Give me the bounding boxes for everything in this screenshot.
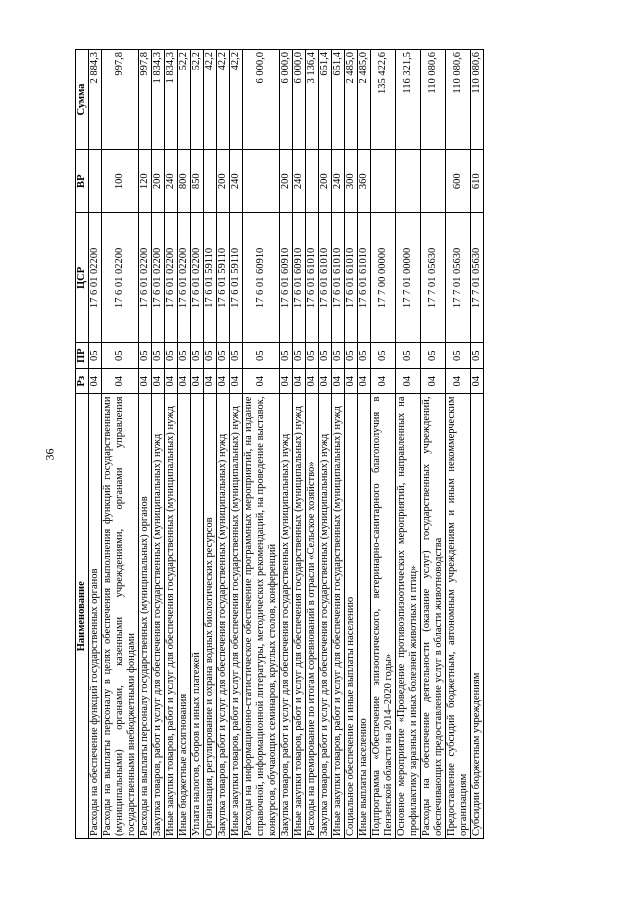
- cell-name: Уплата налогов, сборов и иных платежей: [191, 394, 204, 839]
- table-row: [89, 50, 102, 839]
- header-pr: ПР: [76, 343, 89, 369]
- cell-pr: 05: [178, 343, 191, 369]
- cell-pr: 05: [358, 343, 371, 369]
- cell-csr: 17 6 01 60910: [293, 213, 306, 343]
- cell-sum: 651,4: [319, 50, 332, 150]
- cell-csr: 17 6 01 60910: [280, 213, 293, 343]
- cell-rz: 04: [102, 368, 139, 394]
- cell-sum: 1 834,3: [152, 50, 165, 150]
- page-number: 36: [42, 448, 57, 461]
- table-row: [165, 50, 178, 839]
- table-row: [139, 50, 152, 839]
- cell-csr: 17 6 01 61010: [306, 213, 319, 343]
- cell-name: Подпрограмма «Обеспечение эпизоотического, ветеринарно-санитарного благополучия в Пензенской области на 2014–2020 годы»: [371, 394, 396, 839]
- cell-csr: 17 7 01 05630: [446, 213, 471, 343]
- cell-vr: 200: [319, 150, 332, 213]
- cell-rz: 04: [178, 368, 191, 394]
- cell-name: Расходы на обеспечение деятельности (оказание услуг) государственных учреждений, обеспечивающих предоставление услуг в области животноводства: [421, 394, 446, 839]
- cell-vr: 600: [446, 150, 471, 213]
- cell-name: Иные закупки товаров, работ и услуг для обеспечения государственных (муниципальных) нужд: [165, 394, 178, 839]
- cell-pr: 05: [243, 343, 280, 369]
- cell-vr: [204, 150, 217, 213]
- cell-vr: 800: [178, 150, 191, 213]
- cell-pr: 05: [139, 343, 152, 369]
- cell-csr: 17 6 01 61010: [319, 213, 332, 343]
- cell-vr: [371, 150, 396, 213]
- cell-name: Организация, регулирование и охрана водных биологических ресурсов: [204, 394, 217, 839]
- cell-rz: 04: [471, 368, 484, 394]
- cell-csr: 17 6 01 59110: [217, 213, 230, 343]
- cell-rz: 04: [358, 368, 371, 394]
- table-row: [446, 50, 471, 839]
- cell-name: Иные закупки товаров, работ и услуг для обеспечения государственных (муниципальных) нужд: [293, 394, 306, 839]
- cell-sum: 2 485,0: [345, 50, 358, 150]
- cell-sum: 2 884,3: [89, 50, 102, 150]
- cell-sum: 110 080,6: [421, 50, 446, 150]
- table-row: [471, 50, 484, 839]
- cell-pr: 05: [191, 343, 204, 369]
- cell-rz: 04: [396, 368, 421, 394]
- table-body: [89, 50, 484, 839]
- cell-sum: 997,8: [139, 50, 152, 150]
- table-row: [396, 50, 421, 839]
- table-row: [371, 50, 396, 839]
- table-row: [293, 50, 306, 839]
- table-row: [358, 50, 371, 839]
- cell-pr: 05: [204, 343, 217, 369]
- cell-rz: 04: [165, 368, 178, 394]
- cell-pr: 05: [471, 343, 484, 369]
- cell-name: Основное мероприятие «Проведение противоэпизоотических мероприятий, направленных на профилактику заразных и иных болезней животных и птиц»: [396, 394, 421, 839]
- cell-vr: 360: [358, 150, 371, 213]
- cell-csr: 17 6 01 02200: [165, 213, 178, 343]
- cell-rz: 04: [152, 368, 165, 394]
- cell-name: Расходы на выплаты персоналу государственных (муниципальных) органов: [139, 394, 152, 839]
- cell-vr: 240: [165, 150, 178, 213]
- cell-pr: 05: [319, 343, 332, 369]
- cell-vr: [89, 150, 102, 213]
- cell-pr: 05: [102, 343, 139, 369]
- cell-csr: 17 6 01 59110: [230, 213, 243, 343]
- cell-rz: 04: [446, 368, 471, 394]
- table-row: [152, 50, 165, 839]
- cell-sum: 42,2: [230, 50, 243, 150]
- cell-rz: 04: [217, 368, 230, 394]
- cell-vr: [243, 150, 280, 213]
- cell-sum: 52,2: [178, 50, 191, 150]
- cell-vr: [306, 150, 319, 213]
- table-row: [178, 50, 191, 839]
- table-row: [243, 50, 280, 839]
- cell-csr: 17 6 01 02200: [191, 213, 204, 343]
- cell-sum: 135 422,6: [371, 50, 396, 150]
- cell-name: Закупка товаров, работ и услуг для обеспечения государственных (муниципальных) нужд: [280, 394, 293, 839]
- cell-pr: 05: [371, 343, 396, 369]
- cell-name: Иные выплаты населению: [358, 394, 371, 839]
- cell-csr: 17 7 01 05630: [471, 213, 484, 343]
- cell-pr: 05: [165, 343, 178, 369]
- cell-name: Иные бюджетные ассигнования: [178, 394, 191, 839]
- cell-sum: 42,2: [204, 50, 217, 150]
- cell-rz: 04: [421, 368, 446, 394]
- cell-name: Закупка товаров, работ и услуг для обеспечения государственных (муниципальных) нужд: [319, 394, 332, 839]
- cell-csr: 17 6 01 02200: [102, 213, 139, 343]
- cell-name: Закупка товаров, работ и услуг для обеспечения государственных (муниципальных) нужд: [217, 394, 230, 839]
- cell-sum: 110 080,6: [446, 50, 471, 150]
- cell-name: Расходы на информационно-статистическое обеспечение программных мероприятий, на издание справочной, информационной литературы, методических рекомендаций, на проведение выставок, конкурсов, обучающих семинаров, круглых столов, конференций: [243, 394, 280, 839]
- cell-sum: 52,2: [191, 50, 204, 150]
- cell-name: Субсидии бюджетным учреждениям: [471, 394, 484, 839]
- cell-csr: 17 6 01 02200: [89, 213, 102, 343]
- cell-csr: 17 6 01 02200: [152, 213, 165, 343]
- cell-sum: 116 321,5: [396, 50, 421, 150]
- cell-sum: 42,2: [217, 50, 230, 150]
- cell-sum: 3 136,4: [306, 50, 319, 150]
- cell-vr: 200: [152, 150, 165, 213]
- cell-csr: 17 7 00 00000: [371, 213, 396, 343]
- cell-rz: 04: [230, 368, 243, 394]
- cell-vr: 120: [139, 150, 152, 213]
- table-row: [345, 50, 358, 839]
- table-row: [332, 50, 345, 839]
- cell-pr: 05: [152, 343, 165, 369]
- header-vr: ВР: [76, 150, 89, 213]
- header-csr: ЦСР: [76, 213, 89, 343]
- cell-csr: 17 6 01 02200: [139, 213, 152, 343]
- cell-rz: 04: [345, 368, 358, 394]
- table-header-row: [76, 50, 89, 839]
- cell-name: Иные закупки товаров, работ и услуг для обеспечения государственных (муниципальных) нужд: [332, 394, 345, 839]
- table-row: [319, 50, 332, 839]
- cell-pr: 05: [293, 343, 306, 369]
- cell-vr: [421, 150, 446, 213]
- cell-sum: 2 485,0: [358, 50, 371, 150]
- cell-pr: 05: [217, 343, 230, 369]
- table-row: [217, 50, 230, 839]
- cell-pr: 05: [280, 343, 293, 369]
- cell-rz: 04: [191, 368, 204, 394]
- cell-pr: 05: [332, 343, 345, 369]
- cell-name: Иные закупки товаров, работ и услуг для обеспечения государственных (муниципальных) нужд: [230, 394, 243, 839]
- cell-csr: 17 7 01 00000: [396, 213, 421, 343]
- cell-vr: 200: [280, 150, 293, 213]
- cell-rz: 04: [293, 368, 306, 394]
- header-rz: Рз: [76, 368, 89, 394]
- table-row: [102, 50, 139, 839]
- cell-rz: 04: [306, 368, 319, 394]
- cell-sum: 1 834,3: [165, 50, 178, 150]
- table-row: [306, 50, 319, 839]
- cell-name: Предоставление субсидий бюджетным, автономным учреждениям и иным некоммерческим организациям: [446, 394, 471, 839]
- table-row: [230, 50, 243, 839]
- header-sum: Сумма: [76, 50, 89, 150]
- cell-name: Закупка товаров, работ и услуг для обеспечения государственных (муниципальных) нужд: [152, 394, 165, 839]
- cell-sum: 110 080,6: [471, 50, 484, 150]
- cell-sum: 6 000,0: [293, 50, 306, 150]
- cell-sum: 651,4: [332, 50, 345, 150]
- table-row: [191, 50, 204, 839]
- cell-rz: 04: [204, 368, 217, 394]
- cell-pr: 05: [421, 343, 446, 369]
- cell-sum: 6 000,0: [280, 50, 293, 150]
- cell-pr: 05: [89, 343, 102, 369]
- cell-rz: 04: [243, 368, 280, 394]
- cell-vr: 240: [332, 150, 345, 213]
- cell-vr: 200: [217, 150, 230, 213]
- cell-csr: 17 6 01 61010: [332, 213, 345, 343]
- cell-rz: 04: [371, 368, 396, 394]
- cell-name: Социальное обеспечение и иные выплаты населению: [345, 394, 358, 839]
- cell-vr: 610: [471, 150, 484, 213]
- cell-sum: 6 000,0: [243, 50, 280, 150]
- cell-rz: 04: [332, 368, 345, 394]
- cell-vr: 240: [230, 150, 243, 213]
- cell-vr: 100: [102, 150, 139, 213]
- cell-vr: 850: [191, 150, 204, 213]
- rotated-table-container: [75, 49, 595, 839]
- cell-rz: 04: [89, 368, 102, 394]
- cell-csr: 17 6 01 60910: [243, 213, 280, 343]
- cell-name: Расходы на выплаты персоналу в целях обеспечения выполнения функций государственными (муниципальными) органами, казенными учреждениями, органами управления государственными внебюджетными фондами: [102, 394, 139, 839]
- cell-pr: 05: [446, 343, 471, 369]
- cell-csr: 17 6 01 59110: [204, 213, 217, 343]
- table-row: [280, 50, 293, 839]
- cell-csr: 17 6 01 61010: [358, 213, 371, 343]
- cell-csr: 17 7 01 05630: [421, 213, 446, 343]
- table-row: [421, 50, 446, 839]
- cell-rz: 04: [319, 368, 332, 394]
- table-row: [204, 50, 217, 839]
- cell-csr: 17 6 01 61010: [345, 213, 358, 343]
- header-name: Наименование: [76, 394, 89, 839]
- cell-csr: 17 6 01 02200: [178, 213, 191, 343]
- cell-vr: 240: [293, 150, 306, 213]
- cell-sum: 997,8: [102, 50, 139, 150]
- cell-name: Расходы на обеспечение функций государственных органов: [89, 394, 102, 839]
- cell-pr: 05: [345, 343, 358, 369]
- budget-table: [75, 49, 484, 839]
- cell-pr: 05: [306, 343, 319, 369]
- cell-vr: [396, 150, 421, 213]
- cell-pr: 05: [396, 343, 421, 369]
- cell-vr: 300: [345, 150, 358, 213]
- cell-name: Расходы на премирование по итогам соревнований в отрасли «Сельское хозяйство»: [306, 394, 319, 839]
- cell-rz: 04: [139, 368, 152, 394]
- cell-pr: 05: [230, 343, 243, 369]
- cell-rz: 04: [280, 368, 293, 394]
